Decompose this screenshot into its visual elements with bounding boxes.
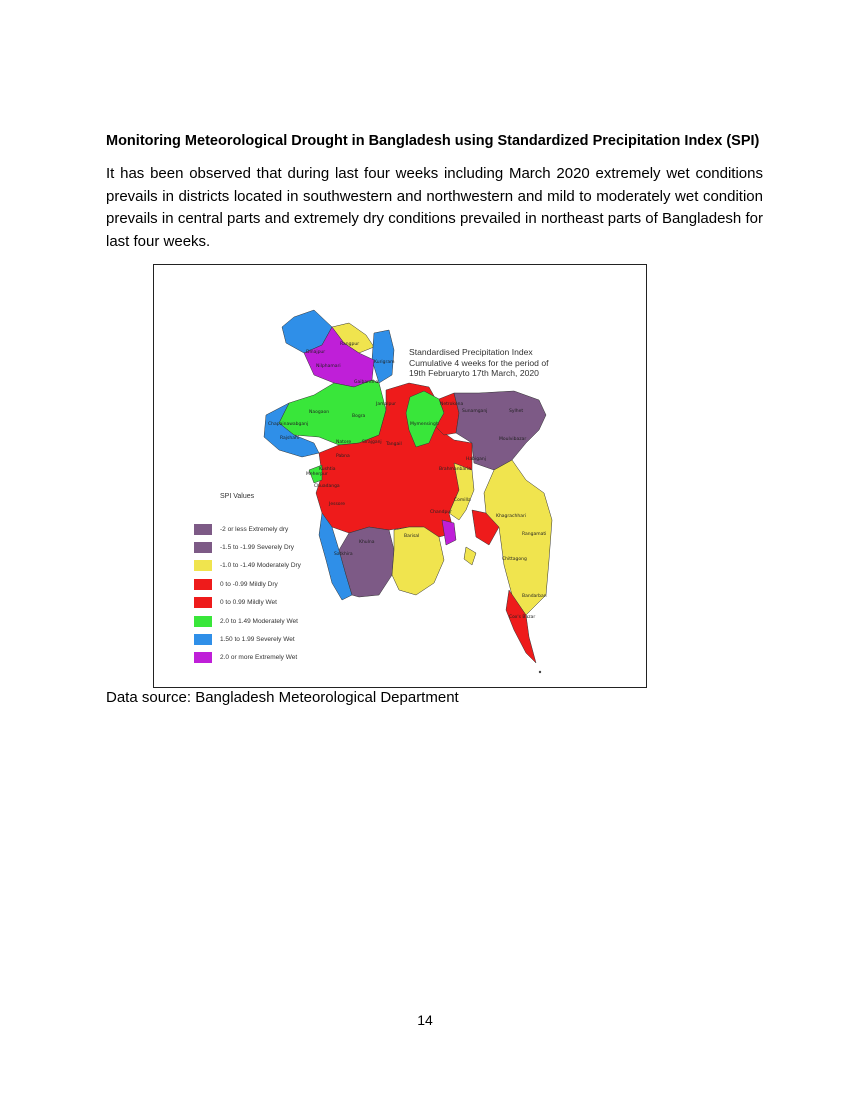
legend-item xyxy=(194,557,344,575)
legend-title: SPI Values xyxy=(220,493,255,500)
district-label: Bogra xyxy=(352,414,366,419)
district-label: Dinajpur xyxy=(306,350,326,355)
legend-item xyxy=(194,575,344,593)
legend-item xyxy=(194,630,344,648)
district-label: Rajshahi xyxy=(280,436,300,441)
legend-swatch xyxy=(194,652,212,663)
district-label: Khagrachhari xyxy=(496,514,527,519)
legend-label: -2 or less Extremely dry xyxy=(220,525,289,533)
district-label: Satkhira xyxy=(334,552,353,557)
legend-swatch xyxy=(194,524,212,535)
map-legend xyxy=(194,493,344,667)
legend-label: 2.0 to 1.49 Moderately Wet xyxy=(220,617,298,625)
legend-label: -1.0 to -1.49 Moderately Dry xyxy=(220,562,301,570)
legend-swatch xyxy=(194,542,212,553)
district-label: Chandpur xyxy=(430,510,453,515)
region-island-yellow xyxy=(464,547,476,565)
map-title-line: Cumulative 4 weeks for the period of xyxy=(409,357,549,368)
district-label: Netrokona xyxy=(440,402,464,407)
legend-item xyxy=(194,520,344,538)
data-source-caption: Data source: Bangladesh Meteorological Department xyxy=(106,689,459,706)
district-label: Sylhet xyxy=(509,409,524,414)
district-label: Barisal xyxy=(404,534,420,539)
map-title-line: 19th Februaryto 17th March, 2020 xyxy=(409,368,539,378)
district-label: Cox's Bazar xyxy=(509,615,536,620)
page-number: 14 xyxy=(417,1012,433,1028)
district-label: Rangpur xyxy=(340,342,360,347)
legend-label: 0 to 0.99 Mildly Wet xyxy=(220,599,277,607)
legend-item xyxy=(194,538,344,556)
legend-swatch xyxy=(194,634,212,645)
legend-swatch xyxy=(194,616,212,627)
legend-label: 1.50 to 1.99 Severely Wet xyxy=(220,636,295,644)
district-label: Rangamati xyxy=(522,532,547,537)
legend-swatch xyxy=(194,597,212,608)
region-chandpur-purple xyxy=(442,520,456,545)
district-label: Jamalpur xyxy=(376,402,397,407)
district-label: Naogaon xyxy=(309,410,330,415)
legend-item xyxy=(194,612,344,630)
district-label: Tangail xyxy=(386,442,402,447)
region-hilltracts-yellow xyxy=(484,460,552,615)
legend-swatch xyxy=(194,560,212,571)
district-label: Khulna xyxy=(359,540,375,545)
legend-label: 2.0 or more Extremely Wet xyxy=(220,654,298,662)
island-dot xyxy=(539,671,541,673)
legend-item xyxy=(194,594,344,612)
region-kurigram-blue xyxy=(372,330,394,383)
district-label: Sunamganj xyxy=(462,409,488,414)
district-label: Chuadanga xyxy=(314,484,340,489)
district-label: Moulvibazar xyxy=(499,437,527,442)
document-paragraph: It has been observed that during last four weeks including March 2020 extremely wet conditions prevails in districts located in southwestern and northwestern and mild to moderately wet condition prevails in central parts and extremely dry conditions prevailed in northeast parts of Bangladesh for last four weeks. xyxy=(106,165,763,250)
district-label: Comilla xyxy=(454,498,471,503)
district-label: Mymensingh xyxy=(410,422,439,427)
district-label: Gaibandha xyxy=(354,380,379,385)
district-label: Chapainawabganj xyxy=(268,422,309,427)
map-title-line: Standardised Precipitation Index xyxy=(409,347,533,357)
document-heading: Monitoring Meteorological Drought in Bangladesh using Standardized Precipitation Index (SPI) xyxy=(106,133,760,149)
district-label: Meherpur xyxy=(306,472,328,477)
district-label: Sirajganj xyxy=(362,440,382,445)
legend-item xyxy=(194,649,344,667)
district-label: Jessore xyxy=(329,502,346,507)
district-label: Natore xyxy=(336,440,352,445)
legend-label: 0 to -0.99 Mildly Dry xyxy=(220,580,278,588)
district-label: Nilphamari xyxy=(316,364,341,369)
district-label: Kushtia xyxy=(319,467,336,472)
map-title xyxy=(409,347,609,379)
spi-map-figure xyxy=(153,264,647,688)
district-label: Brahmanbaria xyxy=(439,467,472,472)
district-label: Kurigram xyxy=(374,360,395,365)
district-label: Bandarban xyxy=(522,594,547,599)
district-label: Pabna xyxy=(336,454,350,459)
district-label: Chittagong xyxy=(502,557,527,562)
legend-swatch xyxy=(194,579,212,590)
legend-label: -1.5 to -1.99 Severely Dry xyxy=(220,544,295,552)
district-label: Habiganj xyxy=(466,457,486,462)
